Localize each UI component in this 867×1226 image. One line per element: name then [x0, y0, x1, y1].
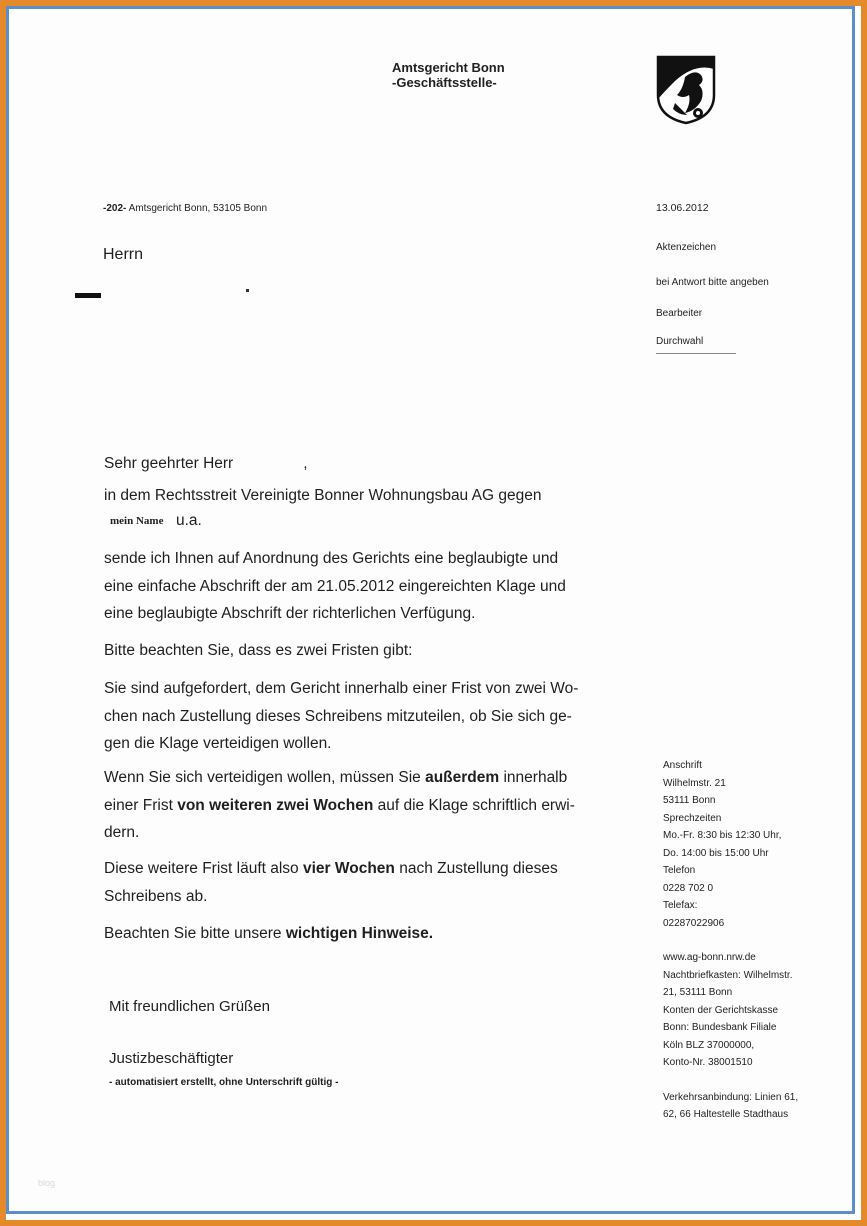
konten-line: Konten der Gerichtskasse [663, 1004, 779, 1016]
antwort-note: bei Antwort bitte angeben [656, 277, 769, 288]
paragraph-4-line: dern. [104, 824, 140, 841]
text-run: nach Zustellung dieses [394, 860, 558, 877]
court-header [392, 60, 505, 90]
paragraph-4 [104, 764, 575, 847]
paragraph-4-line [104, 764, 575, 792]
paragraph-3-line: Sie sind aufgefordert, dem Gericht innerhalb einer Frist von zwei Wo- [104, 680, 579, 697]
nrw-coat-of-arms-icon [655, 55, 717, 125]
paragraph-3 [104, 675, 578, 758]
closing: Mit freundlichen Grüßen [109, 998, 270, 1015]
hours-line: Do. 14:00 bis 15:00 Uhr [663, 847, 769, 859]
sender-address: Amtsgericht Bonn, 53105 Bonn [126, 203, 268, 214]
paragraph-3-line: chen nach Zustellung dieses Schreibens mitzuteilen, ob Sie sich ge- [104, 707, 572, 725]
case-line: in dem Rechtsstreit Vereinigte Bonner Wohnungsbau AG gegen [104, 487, 542, 504]
watermark: blog [38, 1178, 56, 1188]
redaction-mark [246, 289, 249, 292]
telefax-number: 02287022906 [663, 917, 725, 929]
telefon-label: Telefon [663, 865, 696, 876]
court-office: -Geschäftsstelle- [392, 75, 497, 90]
nachtbriefkasten-line: Nachtbriefkasten: Wilhelmstr. [663, 969, 793, 981]
paragraph-1-line: eine beglaubigte Abschrift der richterlichen Verfügung. [104, 605, 476, 622]
website-link[interactable]: www.ag-bonn.nrw.de [663, 952, 756, 963]
street: Wilhelmstr. 21 [663, 777, 726, 789]
text-run: Diese weitere Frist läuft also [104, 860, 303, 877]
defendant-name: mein Name [110, 515, 164, 527]
bold-run: wichtigen Hinweise. [285, 925, 434, 942]
paragraph-6 [104, 920, 433, 948]
paragraph-1-line: sende ich Ihnen auf Anordnung des Gerichts eine beglaubigte und [104, 550, 559, 567]
konten-line: Bonn: Bundesbank Filiale [663, 1022, 777, 1033]
paragraph-1-line: eine einfache Abschrift der am 21.05.2012 eingereichten Klage und [104, 577, 566, 595]
signer-title: Justizbeschäftigter [109, 1050, 234, 1067]
text-run: einer Frist [104, 796, 178, 814]
redacted-recipient-name [75, 293, 101, 298]
bearbeiter-label: Bearbeiter [656, 308, 703, 319]
text-run: auf die Klage schriftlich erwi- [373, 796, 575, 814]
verkehr-line: Verkehrsanbindung: Linien 61, [663, 1091, 799, 1103]
paragraph-4-line [104, 792, 575, 820]
konten-line: Köln BLZ 37000000, [663, 1039, 755, 1051]
sender-address-line [103, 203, 267, 214]
city: 53111 Bonn [663, 795, 716, 806]
paragraph-5 [104, 855, 558, 910]
text-run: Wenn Sie sich verteidigen wollen, müssen Sie [104, 769, 426, 786]
nachtbriefkasten-line: 21, 53111 Bonn [663, 987, 733, 998]
bold-run: außerdem [425, 769, 500, 786]
letter-date: 13.06.2012 [656, 202, 709, 214]
paragraph-2: Bitte beachten Sie, dass es zwei Fristen gibt: [104, 642, 413, 659]
paragraph-5-line: Schreibens ab. [104, 887, 208, 905]
hours-line: Mo.-Fr. 8:30 bis 12:30 Uhr, [663, 830, 782, 841]
paragraph-3-line: gen die Klage verteidigen wollen. [104, 735, 332, 752]
paragraph-5-line [104, 855, 558, 883]
text-run: Beachten Sie bitte unsere [104, 925, 286, 942]
court-name: Amtsgericht Bonn [392, 60, 505, 75]
durchwahl-label: Durchwahl [656, 336, 704, 347]
telefon-number: 0228 702 0 [663, 882, 714, 894]
anschrift-label: Anschrift [663, 760, 702, 771]
greeting-comma: , [303, 455, 308, 472]
defendant-ua: u.a. [176, 512, 202, 529]
aktenzeichen-label: Aktenzeichen [656, 242, 717, 253]
sender-code: -202- [103, 203, 127, 214]
verkehr-line: 62, 66 Haltestelle Stadthaus [663, 1109, 789, 1120]
recipient-salutation: Herrn [103, 246, 144, 263]
sprechzeiten-label: Sprechzeiten [663, 812, 722, 824]
automation-note: - automatisiert erstellt, ohne Unterschrift gültig - [109, 1077, 339, 1088]
court-contact-info [663, 757, 798, 1124]
text-run: innerhalb [499, 769, 568, 786]
bold-run: vier Wochen [303, 860, 395, 877]
telefax-label: Telefax: [663, 900, 698, 911]
redacted-durchwahl [656, 353, 736, 354]
bold-run: von weiteren zwei Wochen [177, 796, 374, 814]
paragraph-1 [104, 545, 566, 628]
konten-line: Konto-Nr. 38001510 [663, 1057, 753, 1068]
greeting [104, 450, 308, 478]
greeting-text: Sehr geehrter Herr [104, 455, 234, 472]
